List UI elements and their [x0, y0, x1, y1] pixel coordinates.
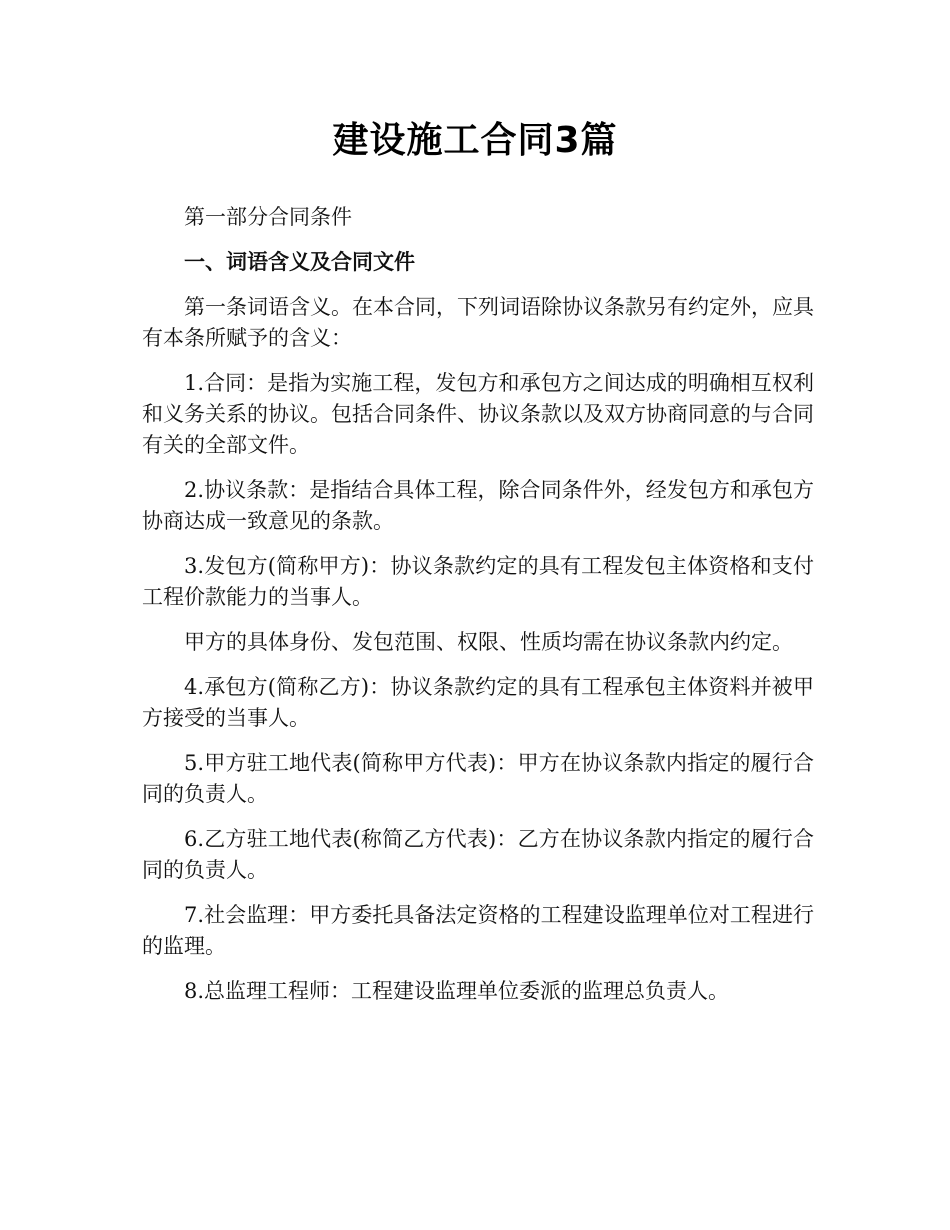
- paragraph-item-2: 2.协议条款：是指结合具体工程，除合同条件外，经发包方和承包方协商达成一致意见的条款。: [142, 478, 814, 533]
- document-body: [142, 202, 814, 1021]
- paragraph-item-3: 3.发包方(简称甲方)：协议条款约定的具有工程发包主体资格和支付工程价款能力的当事人。: [142, 554, 814, 609]
- paragraph-item-1: 1.合同：是指为实施工程，发包方和承包方之间达成的明确相互权利和义务关系的协议。包括合同条件、协议条款以及双方协商同意的与合同有关的全部文件。: [142, 371, 814, 457]
- paragraph-item-8: 8.总监理工程师：工程建设监理单位委派的监理总负责人。: [184, 979, 730, 1003]
- paragraph-article-1: 第一条词语含义。在本合同，下列词语除协议条款另有约定外，应具有本条所赋予的含义：: [142, 295, 814, 350]
- paragraph-item-5: 5.甲方驻工地代表(简称甲方代表)：甲方在协议条款内指定的履行合同的负责人。: [142, 751, 814, 806]
- paragraph-item-4: 4.承包方(简称乙方)：协议条款约定的具有工程承包主体资料并被甲方接受的当事人。: [142, 675, 814, 730]
- paragraph-item-3-note: 甲方的具体身份、发包范围、权限、性质均需在协议条款内约定。: [184, 630, 793, 654]
- paragraph-item-7: 7.社会监理：甲方委托具备法定资格的工程建设监理单位对工程进行的监理。: [142, 903, 814, 958]
- paragraph-item-6: 6.乙方驻工地代表(称简乙方代表)：乙方在协议条款内指定的履行合同的负责人。: [142, 827, 814, 882]
- part-heading: 第一部分合同条件: [184, 205, 352, 229]
- document-title: 建设施工合同3篇: [332, 120, 618, 161]
- section-heading: 一、词语含义及合同文件: [184, 250, 415, 274]
